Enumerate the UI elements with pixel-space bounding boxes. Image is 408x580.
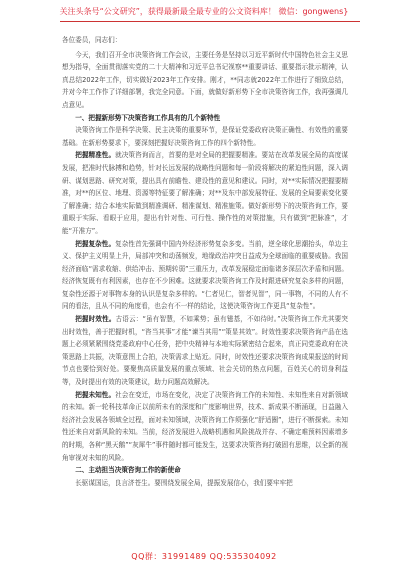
paragraph-unknown	[62, 389, 348, 465]
paragraph-intro	[62, 49, 348, 112]
salutation: 各位委员，同志们：	[62, 36, 122, 44]
paragraph-text: 就决策咨询而言，首要的是对全局的把握要精准。要站在改革发展全局的高度谋发展，把准时代脉搏和趋势，针对长远发展的战略性问题和每一阶段将解决的紧迫性问题，深入调研、谋划思路、研究对策，提出具有前瞻性、建设性的意见和建议。同时，对**实际情况把握要精准，对**的区位、地理、资源等特征要了解准确；对**及东中部发展特征、发展的全局要素变化要了解准确；结合本地实际做到精准调研、精准谋划、精准施策。做好新形势下的决策咨询工作，要重眼于实际、看眼于应用，提出有针对性、可行性、操作性的对策措施，只有做到“把脉准”，才能“开准方”。	[62, 151, 349, 235]
paragraph-text: 复杂性首先强调中国内外经济形势复杂多变。当前，逆全球化思潮抬头，单边主义、保护主义明显上升，局部冲突和动荡频发，地缘政治冲突日益成为全球面临的重要威胁。我国经济面临“需求收缩、供给冲击、预期转弱”三重压力，改革发展稳定面临诸多深层次矛盾和问题。经济恢复既有有利因素，也存在不少困难。这就要求决策咨询工作及时跟进研究复杂多样的问题，复杂性还源于对事物本身的认识是复杂多样的。“仁者见仁，智者见智”，同一事物，不同的人有不同的看法，且从不同的角度看，也会有不一样的结论，这使决策咨询工作更具“复杂性”。	[62, 239, 349, 311]
paragraph-lead: 把握时效性。	[75, 315, 116, 324]
paragraph-text: 决策咨询工作是科学决策、民主决策的重要环节，是保证党委政府决策正确性、有效性的重要基础。在新形势要求下，要深刻把握好决策咨询工作的四个新特性。	[62, 126, 348, 147]
section-heading-1: 一、把握新形势下决策咨询工作具有的几个新特性	[75, 113, 221, 122]
document-body	[62, 34, 348, 489]
header-banner: 关注头条号“公文研究”，获得最新最全最专业的公文资料库！ 微信：gongwens}	[59, 7, 349, 16]
paragraph-text: 古语云：“虽有智慧，不如乘势；虽有镃基，不如待时。”决策咨询工作尤其要突出时效性，善于把握时机，“咨当其事”才能“谏当其用”“策显其效”。时效性要求决策咨询产品在选题上必须紧紧围绕党委政府中心任务，把中央精神与本地实际紧密结合起来，真正同党委政府在决策思路上共振，决策意图上合拍，决策需求上贴近。同时，时效性还要求决策咨询成果报送的时间节点也要恰到好处。要聚焦高质量发展的重点领域、社会关切的热点问题，百姓关心的切身利益等，及时提出有效的决策建议，助力问题高效解决。	[62, 315, 349, 387]
paragraph-closing	[62, 477, 348, 490]
paragraph-text: 长驱谋国运，良言济苍生。要围绕发展全局，提振发展信心，我们要牢牢把	[75, 478, 293, 487]
paragraph-lead: 把握精准性。	[75, 151, 116, 160]
paragraph-precision	[62, 149, 348, 237]
paragraph-text: 社会在变迁，市场在变化，决定了决策咨询工作的未知性、未知性来自对新领域的未知。新一轮科技革命正以前所未有的深度和广度影响世界，技术、新成果不断涌现，日益融入经济社会发展各领域全过程，面对未知领域，决策咨询工作须强化“舒适圈”，进行不断探索。未知性还来自对新风险的未知。当前，经济发展进入战略机遇和风险挑战并存、不确定难预料因素增多的时期，各种“黑天鹅”“灰犀牛”事件随时都可能发生，这要求决策咨询打破固有思维，以全新的视角审视对未知的风险。	[62, 390, 349, 462]
paragraph-text: 今天，我们召开全市决策咨询工作会议，主要任务是坚持以习近平新时代中国特色社会主义思想为指导，全面贯彻落实党的二十大精神和习近平总书记视察**重要讲话、重要指示批示精神，认真总结2022年工作，切实做好2023年工作安排。刚才，**同志就2022年工作进行了细致总结，并对今年工作作了详细部署，我完全同意。下面，就做好新形势下全市决策咨询工作，我再强调几点意见。	[62, 50, 348, 109]
paragraph-timeliness	[62, 313, 348, 389]
paragraph-lead: 把握未知性。	[75, 390, 116, 399]
paragraph-lead: 把握复杂性。	[75, 239, 116, 248]
header-divider	[60, 21, 360, 22]
section-heading-2: 二、主动担当决策咨询工作的新使命	[75, 466, 181, 475]
footer-contact: QQ群：31991489 QQ:535304092	[131, 552, 277, 561]
paragraph-overview	[62, 124, 348, 149]
paragraph-complexity	[62, 238, 348, 314]
